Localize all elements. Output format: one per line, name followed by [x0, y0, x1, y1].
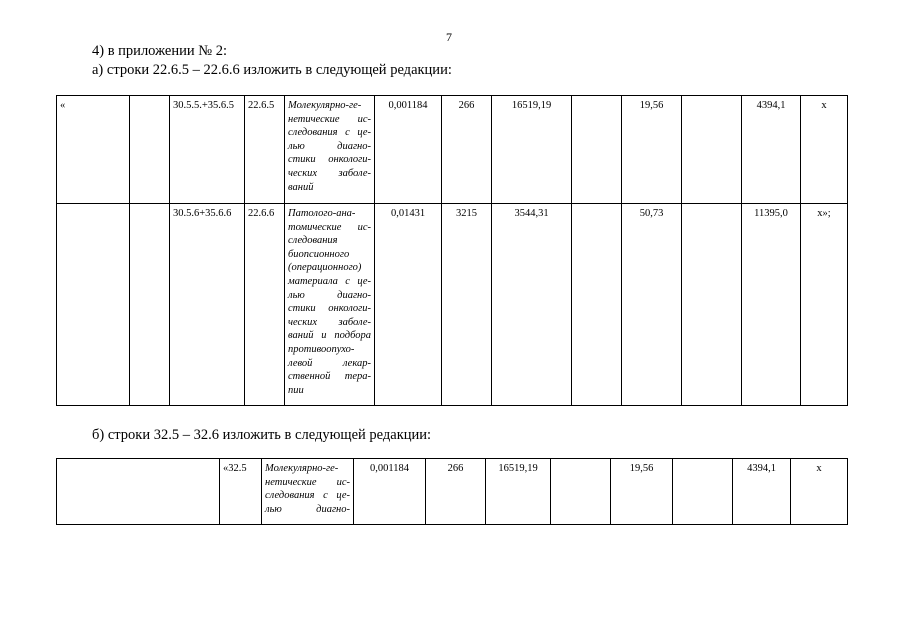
description-line: (операционного)	[288, 262, 362, 274]
description-line: следования с це-	[288, 127, 371, 139]
cell-row-number: 22.6.5	[245, 96, 285, 204]
cell-coefficient: 0,001184	[375, 96, 442, 204]
description-line: Молекулярно-ге-	[265, 463, 339, 474]
description-line: Патолого-ана-	[288, 208, 356, 219]
cell-end-mark: х	[801, 96, 848, 204]
description-line: следования с це-	[265, 490, 350, 502]
cell-empty	[673, 459, 733, 525]
section-heading-a: а) строки 22.6.5 – 22.6.6 изложить в следующей редакции:	[92, 62, 452, 78]
cell-open-quote: «	[57, 96, 130, 204]
cell-codes: 30.5.5.+35.6.5	[170, 96, 245, 204]
cell-empty	[682, 204, 742, 406]
description-line: томические ис-	[288, 221, 371, 233]
cell-coefficient: 0,01431	[375, 204, 442, 406]
cell-quantity: 266	[426, 459, 486, 525]
description-line: ваний и подбора	[288, 330, 371, 342]
description-line: следования	[288, 235, 338, 247]
description-line: ческих заболе-	[288, 316, 371, 328]
section-heading-appendix: 4) в приложении № 2:	[92, 43, 227, 59]
description-line: биопсионного	[288, 248, 350, 260]
table-row	[57, 96, 848, 204]
description-line: ческих заболе-	[288, 167, 371, 179]
cell-value: 19,56	[622, 96, 682, 204]
cell-description	[285, 96, 375, 204]
description-line: противоопухо-	[288, 343, 355, 355]
description-line: лью диагно-	[288, 289, 371, 301]
table-b	[56, 458, 848, 525]
page-number: 7	[446, 30, 452, 44]
cell-row-number: «32.5	[220, 459, 262, 525]
cell-row-number: 22.6.6	[245, 204, 285, 406]
cell-price: 16519,19	[486, 459, 551, 525]
cell-total: 4394,1	[742, 96, 801, 204]
cell-price: 3544,31	[492, 204, 572, 406]
table-row	[57, 459, 848, 525]
cell-value: 19,56	[611, 459, 673, 525]
cell-empty	[572, 204, 622, 406]
cell-empty	[551, 459, 611, 525]
description-line: ваний	[288, 181, 314, 193]
cell-description	[262, 459, 354, 525]
table-a	[56, 95, 848, 406]
cell-quantity: 266	[442, 96, 492, 204]
cell-end-mark: х»;	[801, 204, 848, 406]
cell-open-quote	[57, 204, 130, 406]
cell-empty	[682, 96, 742, 204]
cell-coefficient: 0,001184	[354, 459, 426, 525]
cell-end-mark: х	[791, 459, 848, 525]
cell-empty	[130, 96, 170, 204]
cell-value: 50,73	[622, 204, 682, 406]
description-line: лью диагно-	[265, 503, 350, 515]
description-line: левой лекар-	[288, 357, 371, 369]
cell-empty	[57, 459, 220, 525]
description-line: материала с це-	[288, 275, 371, 287]
description-line: нетические ис-	[288, 113, 371, 125]
cell-description	[285, 204, 375, 406]
description-line: пии	[288, 384, 304, 396]
description-line: нетические ис-	[265, 476, 350, 488]
description-line: стики онкологи-	[288, 154, 371, 166]
cell-codes: 30.5.6+35.6.6	[170, 204, 245, 406]
cell-quantity: 3215	[442, 204, 492, 406]
description-line: стики онкологи-	[288, 303, 371, 315]
cell-price: 16519,19	[492, 96, 572, 204]
cell-total: 11395,0	[742, 204, 801, 406]
table-row	[57, 204, 848, 406]
cell-empty	[572, 96, 622, 204]
description-line: ственной тера-	[288, 371, 371, 383]
description-line: лью диагно-	[288, 140, 371, 152]
description-line: Молекулярно-ге-	[288, 100, 362, 111]
section-heading-b: б) строки 32.5 – 32.6 изложить в следующей редакции:	[92, 427, 432, 443]
cell-empty	[130, 204, 170, 406]
cell-total: 4394,1	[733, 459, 791, 525]
